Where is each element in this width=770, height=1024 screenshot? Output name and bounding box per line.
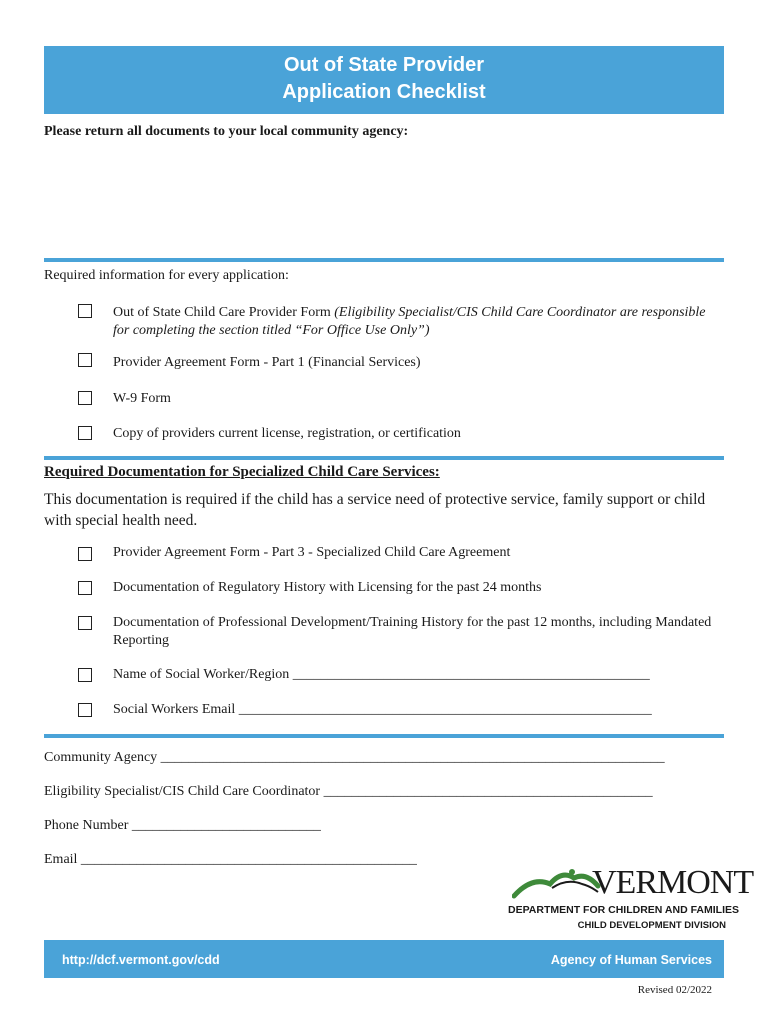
checkbox-out-of-state-form[interactable] [78,304,92,318]
checkbox-w9-form[interactable] [78,391,92,405]
specialized-description: This documentation is required if the child has a service need of protective service, family support or child with special health need. [44,491,706,529]
checkbox-professional-development[interactable] [78,616,92,630]
division-name: CHILD DEVELOPMENT DIVISION [577,920,726,931]
item-provider-agreement-part1: Provider Agreement Form - Part 1 (Financial Services) [113,355,421,370]
return-instruction: Please return all documents to your local community agency: [44,124,409,139]
item-license-copy: Copy of providers current license, registration, or certification [113,426,461,441]
item-social-worker-name[interactable]: Name of Social Worker/Region ___________________________________________________ [113,667,650,682]
checkbox-provider-agreement-part1[interactable] [78,353,92,367]
header-banner [44,46,724,114]
footer-agency: Agency of Human Services [550,953,712,967]
eligibility-specialist-field[interactable]: Eligibility Specialist/CIS Child Care Coordinator _______________________________________________ [44,784,653,799]
checkbox-social-worker-name[interactable] [78,668,92,682]
item-social-worker-email[interactable]: Social Workers Email ___________________________________________________________ [113,702,652,717]
mountain-logo-icon [512,866,602,900]
item-regulatory-history: Documentation of Regulatory History with Licensing for the past 24 months [113,580,542,595]
title-line-2: Application Checklist [282,81,486,103]
revised-date: Revised 02/2022 [637,984,712,996]
vermont-dcf-logo [508,864,754,936]
title-line-1: Out of State Provider [283,54,485,76]
footer-url-link[interactable]: http://dcf.vermont.gov/cdd [62,953,220,967]
item-out-of-state-form [113,304,723,340]
item-provider-agreement-part3: Provider Agreement Form - Part 3 - Specialized Child Care Agreement [113,545,511,560]
footer-banner [44,940,724,978]
checkbox-provider-agreement-part3[interactable] [78,547,92,561]
email-field[interactable]: Email ________________________________________________ [44,852,417,867]
checkbox-regulatory-history[interactable] [78,581,92,595]
divider-1 [44,258,724,262]
item-professional-development: Documentation of Professional Development/Training History for the past 12 months, including Mandated Reporting [113,615,712,648]
checkbox-license-copy[interactable] [78,426,92,440]
specialized-heading: Required Documentation for Specialized Child Care Services: [44,464,440,480]
divider-3 [44,734,724,738]
checkbox-social-worker-email[interactable] [78,703,92,717]
item-w9-form: W-9 Form [113,391,171,406]
phone-field[interactable]: Phone Number ___________________________ [44,818,321,833]
community-agency-field[interactable]: Community Agency ________________________________________________________________________ [44,750,665,765]
required-section-label: Required information for every application: [44,268,289,283]
divider-2 [44,456,724,460]
department-name: DEPARTMENT FOR CHILDREN AND FAMILIES [508,904,739,916]
item-out-of-state-form-label: Out of State Child Care Provider Form [113,305,335,320]
vermont-wordmark: VERMONT [592,864,754,901]
item-out-of-state-form-note: (Eligibility Specialist/CIS Child Care Coordinator are responsible for completing the section titled “For Office Use Only”) [113,305,706,338]
